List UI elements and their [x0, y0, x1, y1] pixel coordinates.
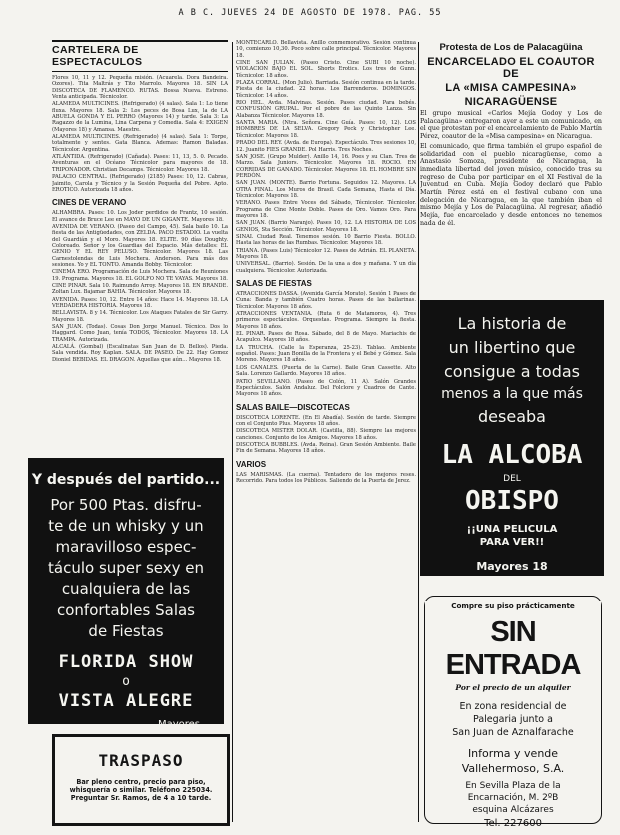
news-paragraph: El comunicado, que firma también el grupo español de solidaridad con el pueblo nicaragüense, como a Anastasio Somoza, presidente de Nicaragua, la inmediata libertad del joven músico, conocido tras su regreso de Cuba por participar en el XI Festival de la Juventud en Cuba. Mejía Godoy declaró que Pablo Martín Pérez está en el festival cubano con una delegación de Nicaragua, en la que también iban el mismo Mejía y Los de Palacagüina. Al regresar, añadió Mejía, fue encarcelado y desde entonces no tenemos nada de él. [420, 142, 602, 227]
ad-line: cualquiera de las [61, 580, 191, 598]
ad-alcoba-del-obispo [420, 300, 604, 576]
listing-entry: DISCOTECA LORENTE. (En El Abadía). Sesión de tarde. Siempre con el Conjunto Plus. Mayores 18 años. [236, 414, 416, 427]
traspaso-title: TRASPASO [98, 751, 184, 770]
ad-sin-entrada [424, 596, 602, 829]
listing-entry: MONTECARLO. Bellavista. Anillo conmemorativo. Sesión continua 10, comienzo 10,30. Poco sobre calle principal. Técnicolor. Mayores 18. [236, 40, 416, 59]
ad-age-label: Mayores [157, 719, 200, 730]
listing-entry: SAN JUAN. (Barrio Naranjo). Pases 10, 12. LA HISTORIA DE LOS GENIOS, Sta Sección. Técnicolor. Mayores 18. [236, 220, 416, 233]
traspaso-text: Bar pleno centro, precio para piso, whisquería o similar. Teléfono 225034. Preguntar Sr. Ramos, de 4 a 10 tarde. [69, 778, 213, 803]
ad-line: Y después del partido... [31, 472, 221, 488]
ad-line: menos a la que más [441, 386, 583, 402]
listing-entry: VERANO. Pases Entre Voces del Sábado, Técnicolor. Técnicolor. Programa de Cine Monte Doble. Pases de Oro. Vamos Oro. Para mayores 18. [236, 200, 416, 219]
listing-entry: ALAMEDA MULTICINES. (Refrigerado) (4 salas). Sala 1: Lo tiene fluxa. Mayores 18. Sala 2: Los peces de Bosa Lux, la de LA ABUELA GONDA Y EL PERRO (Mayores 14) y tarde. Sala 3: La Ragazzo de la Lumina, Lina Carpena y Comedia. Sala 4: EXIGEN (Mayores 18) y Amansa. Maestre. [52, 101, 228, 133]
movie-title-del: DEL [503, 474, 521, 484]
listing-entry: PATIO SEVILLANO. (Paseo de Colón, 11 A). Salón Grandes Espectáculos. Salón Andaluz. Del Folclore y Cuadros de Cante. Mayores 18 años. [236, 378, 416, 398]
listing-entry: DISCOTECA MISTER DOLAR. (Castilla, 88). Siempre las mejores canciones. Conjunto de los Amigos. Mayores 18 años. [236, 428, 416, 441]
column-rule-right [418, 42, 419, 822]
ad-line: de Fiestas [88, 622, 164, 640]
ad-info: Informa y vende [467, 747, 559, 760]
listing-entry: ALAMEDA MULTICINES. (Refrigerado) (4 salas). Sala 1: Torpe, totalmente y sentes. Gata Blanca. Ademas: Ramon Baladas. Técnicolor. Argentina. [52, 134, 228, 153]
section-rule-thin [52, 71, 228, 72]
listing-entry: LA TRUCHA. (Calle la Esperanza, 25-23). Tablao. Ambiente español. Pases: Juan Bonilla de la Frontera y el Bebé y Gómez. Sala Moreno. Mayores 18 años. [236, 344, 416, 364]
listing-entry: LAS MARISMAS. (La cuerna). Tentadero de los mejores reses. Recorrido. Para todos los Públicos. Saliendo de la Puerta de Jerez. [236, 471, 416, 484]
ad-traspaso [52, 734, 230, 826]
ad-address: En Sevilla Plaza de la [465, 781, 561, 791]
listing-entry: ALHAMBRA. Pases: 10. Los Joder perdidos de Frantz, 10 sesión. El avance de Bruce Lee en MAYO DE UN GIGANTE. Mayores 18. [52, 210, 228, 223]
salas-baile-heading: SALAS BAILE—DISCOTECAS [236, 402, 350, 412]
ad-phone: Tel. 227600 [484, 818, 542, 829]
listing-entry: EL PINAR. Pases de Rosa. Sábado, del 8 de Mayo. Mariachis de Acapulco. Mayores 18 años. [236, 331, 416, 344]
news-kicker: Protesta de Los de Palacagüina [439, 42, 583, 53]
listing-entry: PRADO DEL REY. (Avda. de Europa). Espectáculo. Tres sesiones 10, 12. Juanito FIES GRANDE. Pol Harris. Tres Noches. [236, 140, 416, 153]
listing-entry: ATRACCIONES DASSA. (Avenida García Morato). Sesión 1 Pases de Cuna: Banda y también Cuatro horas. Pases de las bailarinas. Técnicolor. Mayores 18 años. [236, 291, 416, 310]
ad-line: San Juan de Aznalfarache [452, 727, 574, 738]
venue-or: o [122, 674, 130, 689]
listing-entry: TRIANA. (Pases Luis) Técnicolor 12. Pases de Adrián. EL PLANETA. Mayores 18. [236, 247, 416, 260]
column-rule-left [232, 42, 233, 822]
listing-entry: ATLÁNTIDA. (Refrigerado) (Cañada). Pases: 11, 13, 5. 0. Pecado. Aventuras en el Océano Técnicolor para mayores de 18. TRIPONADOR. Christian Decamps. Técnicolor. Mayores 18. [52, 154, 228, 173]
ad-line: Palegaria junto a [473, 714, 553, 725]
news-article [420, 42, 602, 264]
listing-entry: SANTA MARIA. (Ntra. Señora. Cine Guía. Pases: 10, 12). LOS HOMBRES DE LA SELVA. Gregory Peck y Christopher Lee. Técnicolor. Mayores 18. [236, 120, 416, 139]
ad-line: En zona residencial de [459, 701, 567, 712]
listing-entry: RIO HEL. Avda. Malvinas. Sesión. Pases ciudad. Para bebés. CONFUSIÓN GRUPAL. Por el pobre de las Quinto Lanza. Sin Alabanza Técnicolor. Mayores 18. [236, 100, 416, 119]
ad-line: un libertino que [448, 338, 576, 357]
listing-entry: DISCOTECA BUBBLES. (Avda. Reina). Gran Sesión Ambiente. Baile Fin de Semana. Mayores 18 años. [236, 441, 416, 455]
ad-address: Encarnación, M. 2ºB [467, 793, 559, 803]
ad-line: maravilloso espec- [55, 538, 197, 556]
listing-entry: UNIVERSAL. (Barrio). Sesión. De la una a dos y mañana. Y un día cualquiera. Técnicolor. Autorizada. [236, 261, 416, 274]
listing-entry: SAN JUAN. (Todas). Cosas Don Jorge Manuel. Técnico. Dos lo Haggard. Como Juan, tenía TODOS, Técnicolor. Mayores 18. LA TRAMPA. Autorizada. [52, 324, 228, 343]
listing-entry: PLAZA CORRAL. (Mon Julio). Barriada. Sesión continua en la tarde. Fiesta de la ciudad. 22 horas. Los Barrenderos. DOMINGOS. Técnicolor. 14 años. [236, 80, 416, 99]
ad-info: Vallehermoso, S.A. [461, 762, 565, 775]
page-header: A B C. JUEVES 24 DE AGOSTO DE 1978. PAG. 55 [178, 8, 442, 18]
listing-entry: LOS CANALES. (Puerta de la Carne). Baile Gran Cassette. Alto Sala. Lorenzo Gallardo. Mayores 18 años. [236, 364, 416, 378]
listing-entry: CINEMA ERO. Programación de Luis Mochera. Sala de Reuniones 19. Programa. Mayores 18. EL GOLFO NO TE VAYAS. Mayores 18. [52, 269, 228, 282]
ad-after-match [28, 458, 224, 730]
ad-line: confortables Salas [56, 601, 196, 619]
listing-entry: ATRACCIONES VENTANIA. (Ruta 6 de Matamoros, 4). Tres primeros espectáculos. Orquestas. Programa. Siempre la fiesta. Mayores 18 años. [236, 311, 416, 330]
movie-title-obispo: OBISPO [465, 486, 559, 516]
ad-tagline: PARA VER!! [479, 537, 545, 548]
listing-entry: CINE PINAR. Sala 10. Raimundo Arroy. Mayores 18. EN BRANDE. Zoltan Lux. Bajamar BAHIA. Técnicolor. Mayores 18. [52, 282, 228, 296]
varios-heading: VARIOS [236, 459, 267, 469]
ad-line: Por 500 Ptas. disfru- [50, 496, 202, 514]
listing-entry: ALCALÁ. (Gombal) (Escalinatas San Juan de D. Bellos). Pieda. Sala vendida. Roy Kaplan. SALA. DE PASEO. De 22. Hay Gomez Dioniel BEBIDAS. EL DRAGON. Aquellas que aún... Mayores 18. [52, 344, 228, 363]
venue-florida-show: FLORIDA SHOW [58, 652, 194, 672]
ad-top-line: Compre su piso prácticamente [425, 601, 601, 610]
cines-verano-heading: CINES DE VERANO [52, 198, 127, 208]
news-headline-line: NICARAGÜENSE [464, 96, 558, 108]
salas-fiestas-heading: SALAS DE FIESTAS [236, 279, 312, 289]
news-headline-line: ENCARCELADO EL COAUTOR DE [427, 56, 595, 80]
listing-entry: CINE SAN JULIAN. (Paseo Cristo. Cine SUBI 10 noche). VIOLACION BAJO EL SOL. Shorts Erotics. Los tres de Gunn. Técnicolor. 18 años. [236, 60, 416, 79]
left-column [52, 40, 228, 460]
ad-address: esquina Alcázares [472, 805, 554, 815]
listing-entry: Flores 10, 11 y 12. Pequeña misión. (Acuarela. Dora Bandeira. Ozores). Tita Maltrás y Tito Marrolo. Mayores 18. SIN LA DISCOTECA DE FLAMENCO. RUTAS. Bossa Nueva. Estreno. Venta anticipada. Técnicolor. [52, 75, 228, 101]
ad-tagline: ¡¡UNA PELICULA [466, 524, 558, 535]
ad-sin-entrada-title: SIN ENTRADA [445, 616, 581, 681]
listing-entry: SAN JUAN. (MONTE). Barrio Fortuna. Seguidos 12. Mayores. LA OTRA FINAL. Los Muros de Brasil. Cada Semana, Hasta el Día. Técnicolor. Mayores 18. [236, 180, 416, 199]
news-headline-line: LA «MISA CAMPESINA» [445, 82, 577, 94]
ad-age-label: Mayores 18 [476, 560, 548, 573]
listing-entry: AVENIDA DE VERANO. (Paseo del Campo, 45). Sala bailo 10. La fiesta de las Antigüedades, con ZELDA. PACO ESTADIO. La vuelta del Guardián y el Moro. Mayores 18. ELITE. 90 días Doughty. Coloreado. Señor y los Guardias del Espacio. Más detalles: EL GENIO Y EL REY PELUSO. Técnicolor. Mayores 18. Las Carnestolendas de Luis Mochera. Anderson. Para más dos sesiones. Yo y EL TONTO. Amanda Bobby. Técnicolor. [52, 223, 228, 268]
ad-line: deseaba [478, 407, 546, 426]
middle-column [236, 40, 416, 825]
cartelera-title: CARTELERA DE ESPECTACULOS [52, 44, 143, 68]
movie-title-alcoba: LA ALCOBA [441, 440, 583, 470]
listing-entry: AVENIDA. Pases: 10, 12. Entre 14 años: Hace 14. Mayores 18. LA VERDADERA HISTORIA. Mayores 18. [52, 296, 228, 309]
ad-line: táculo super sexy en [48, 559, 204, 577]
ad-subtitle: Por el precio de un alquiler [455, 683, 571, 692]
ad-line: consigue a todas [444, 362, 580, 381]
listing-entry: SINAI. Ciudad Real. Tenemos sesión. 10 Barrio Fiesta. BOLLO. Hasta las horas de las Rumbas. Técnicolor. Mayores 18. [236, 233, 416, 247]
listing-entry: BELLAVISTA. 8 y 14. Técnicolor. Los Ataques Fatales de Sir Garry. Mayores 18. [52, 310, 228, 323]
listing-entry: SAN JOSE. (Grupo Mulder). Anillo 14, 16. Poes y su Clan. Tres de Marzo. Sala Juniors. Técnicolor. Mayores 18. ROCIO. EN CORRIDAS DE GANADO. Técnicolor. Mayores 18. EL HOMBRE SIN PERDÓN. [236, 153, 416, 179]
ad-line: te de un whisky y un [48, 517, 204, 535]
section-rule [52, 40, 228, 42]
news-paragraph: El grupo musical «Carlos Mejía Godoy y Los de Palacagüina» entregaron ayer a este un comunicado, en el que protestan por el encarcelamiento de Pablo Martín Pérez, coautor de la «Misa campesina» en Nicaragua. [420, 110, 602, 141]
ad-line: La historia de [457, 314, 567, 333]
venue-vista-alegre: VISTA ALEGRE [58, 691, 194, 711]
listing-entry: PALACIO CENTRAL. (Refrigerado) (2185) Pases: 10, 12. Cabras, Jaimito, Carola y Técnico y la Sesión Pequeña del Pobre. Apto. EROTICO. Autorizada 18 años. [52, 174, 228, 193]
